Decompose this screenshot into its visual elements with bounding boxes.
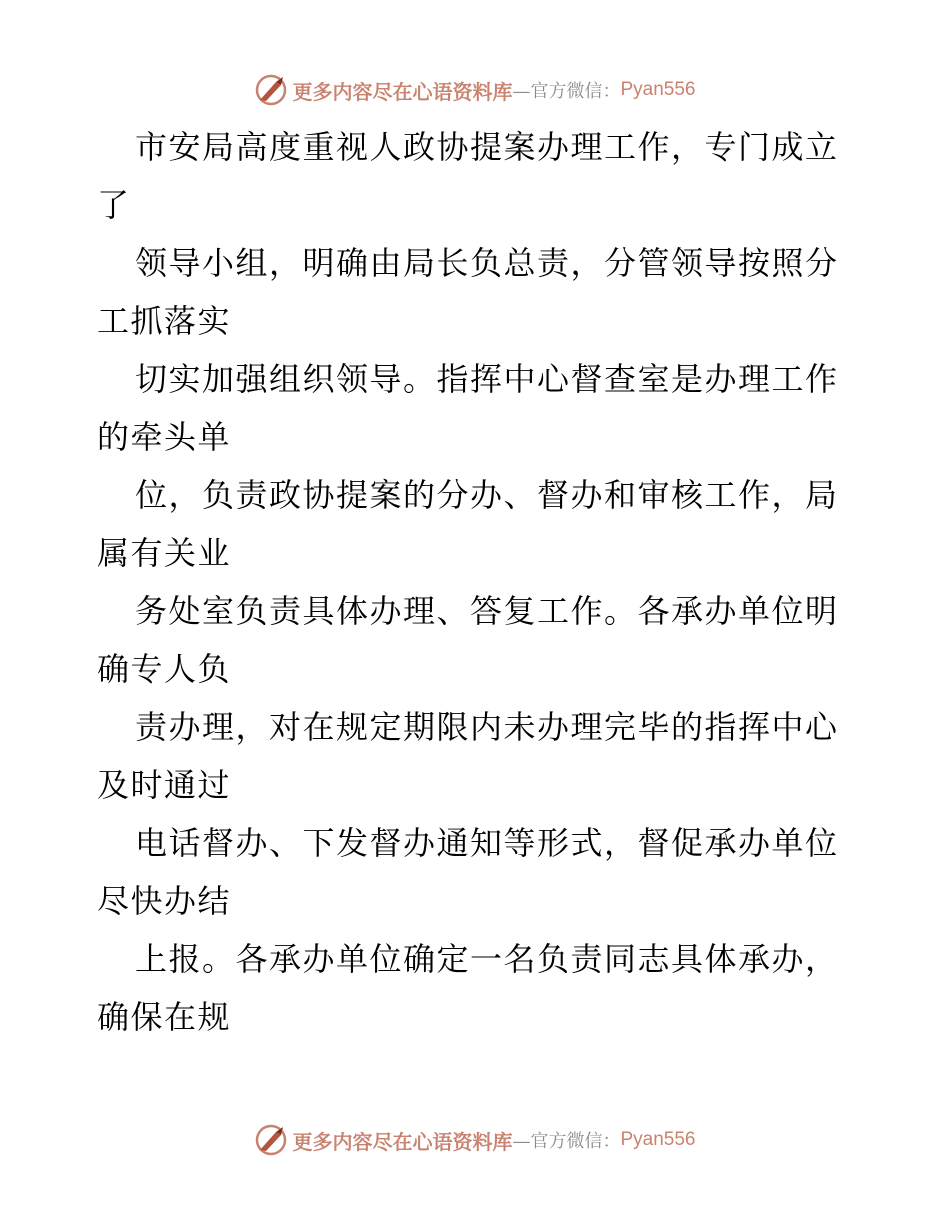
text-line: 位，负责政协提案的分办、督办和审核工作，局	[135, 476, 839, 514]
text-line: 务处室负责具体办理、答复工作。各承办单位明	[135, 592, 839, 630]
text-line: 切实加强组织领导。指挥中心督查室是办理工作	[135, 360, 839, 398]
quill-pen-logo-icon	[254, 1123, 288, 1157]
text-line: 了	[97, 186, 131, 224]
banner-main-text: 更多内容尽在心语资料库	[292, 79, 513, 104]
text-line: 上报。各承办单位确定一名负责同志具体承办，	[135, 940, 839, 978]
text-line: 确专人负	[97, 650, 232, 688]
text-line: 市安局高度重视人政协提案办理工作，专门成立	[135, 128, 839, 166]
footer-watermark-banner	[0, 1120, 950, 1160]
banner-sub-text: —官方微信：	[512, 81, 621, 102]
text-line: 的牵头单	[97, 418, 232, 456]
text-line: 尽快办结	[97, 882, 232, 920]
banner-main-text: 更多内容尽在心语资料库	[292, 1129, 513, 1154]
banner-wechat-id: Pyan556	[620, 79, 696, 100]
text-line: 工抓落实	[97, 302, 232, 340]
text-line: 责办理，对在规定期限内未办理完毕的指挥中心	[135, 708, 839, 746]
banner-sub-text: —官方微信：	[512, 1131, 621, 1152]
header-watermark-banner	[0, 70, 950, 110]
text-line: 领导小组，明确由局长负总责，分管领导按照分	[135, 244, 839, 282]
banner-wechat-id: Pyan556	[620, 1129, 696, 1150]
text-line: 及时通过	[97, 766, 232, 804]
body-paragraph	[97, 118, 857, 1046]
quill-pen-logo-icon	[254, 73, 288, 107]
text-line: 电话督办、下发督办通知等形式，督促承办单位	[135, 824, 839, 862]
text-line: 确保在规	[97, 998, 232, 1036]
text-line: 属有关业	[97, 534, 232, 572]
